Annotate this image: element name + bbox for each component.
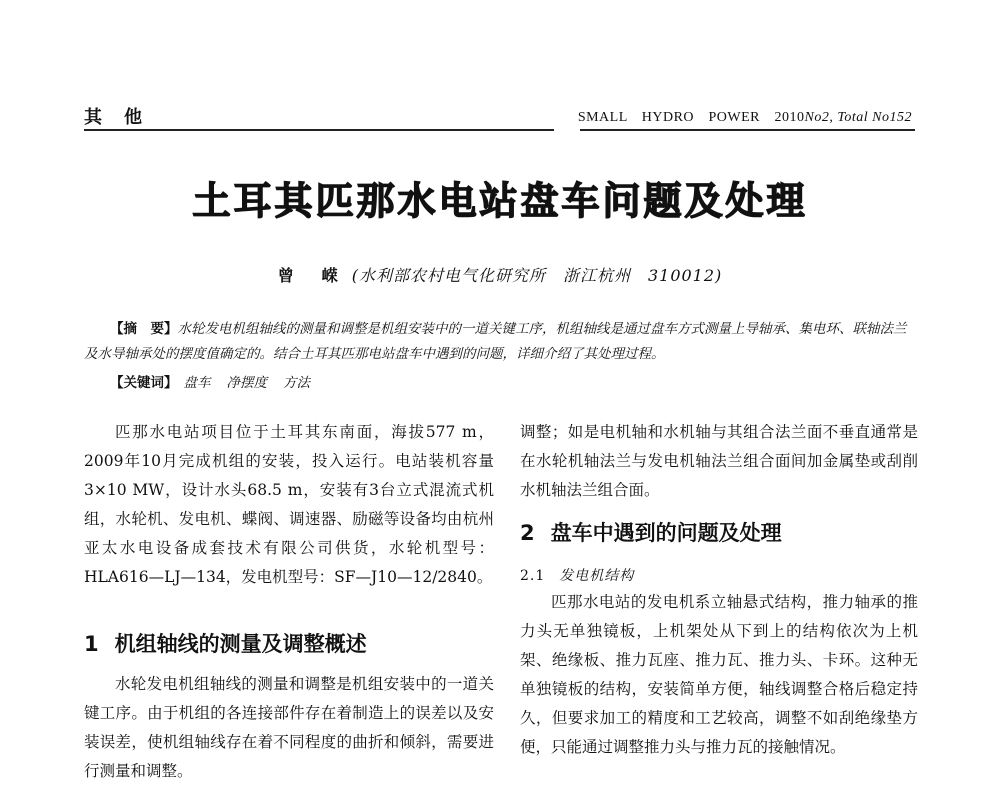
left-para-2: 水轮发电机组轴线的测量和调整是机组安装中的一道关键工序。由于机组的各连接部件存在着制造上的误差以及安装误差，使机组轴线存在着不同程度的曲折和倾斜，需要进行测量和调整。 [84,675,494,780]
header-rule-left [84,129,554,131]
abstract [84,317,918,367]
left-column-para1 [84,418,494,592]
left-column-para2 [84,670,494,786]
subsection-number: 2.1 [520,568,546,584]
section-1-title: 机组轴线的测量及调整概述 [114,632,367,656]
abstract-text: 水轮发电机组轴线的测量和调整是机组安装中的一道关键工序，机组轴线是通过盘车方式测量上导轴承、集电环、联轴法兰及水导轴承处的摆度值确定的。结合土耳其匹那电站盘车中遇到的问题，详细介绍了其处理过程。 [84,321,907,362]
section-2-title: 盘车中遇到的问题及处理 [550,521,782,545]
author-name: 曾 嵘 [277,266,344,285]
section-label: 其 他 [84,107,144,128]
right-column-para1 [520,418,918,505]
subsection-2-1-heading [520,565,634,585]
author-affiliation: (水利部农村电气化研究所 浙江杭州 310012) [351,266,723,285]
journal-info: SMALL HYDRO POWER 2010No2, Total No152 [577,110,912,125]
right-para-1: 调整；如是电机轴和水机轴与其组合法兰面不垂直通常是在水轮机轴法兰与发电机轴法兰组合面间加金属垫或刮削水机轴法兰组合面。 [520,423,918,499]
issue-number: No2 [804,110,830,125]
right-column-para2 [520,588,918,762]
keywords-label: 【关键词】 [110,375,178,391]
keywords [110,371,320,391]
section-2-heading [520,517,782,547]
keyword-1: 盘车 [183,375,211,391]
left-para-1: 匹那水电站项目位于土耳其东南面，海拔577 m，2009年10月完成机组的安装，投入运行。电站装机容量3×10 MW，设计水头68.5 m，安装有3台立式混流式机组，水轮机、发电机、蝶阀、调速器、励磁等设备均由杭州亚太水电设备成套技术有限公司供货，水轮机型号：HLA616—LJ—134，发电机型号：SF—J10—12/2840。 [84,423,494,586]
section-2-number: 2 [520,521,535,545]
journal-name: SMALL HYDRO POWER 2010 [577,110,805,125]
section-1-heading [84,628,367,658]
section-1-number: 1 [84,632,99,656]
keyword-3: 方法 [283,375,310,391]
total-issue: Total No152 [837,110,912,125]
subsection-title: 发电机结构 [559,568,635,584]
right-para-2: 匹那水电站的发电机系立轴悬式结构，推力轴承的推力头无单独镜板，上机架处从下到上的结构依次为上机架、绝缘板、推力瓦座、推力瓦、推力头、卡环。这种无单独镜板的结构，安装简单方便，轴线调整合格后稳定持久，但要求加工的精度和工艺较高，调整不如刮绝缘垫方便，只能通过调整推力头与推力瓦的接触情况。 [520,593,918,756]
keyword-2: 净摆度 [226,375,267,391]
header-rule-right [580,129,915,131]
author-line [0,263,1000,286]
abstract-label: 【摘 要】 [110,321,178,337]
article-title: 土耳其匹那水电站盘车问题及处理 [192,179,808,223]
